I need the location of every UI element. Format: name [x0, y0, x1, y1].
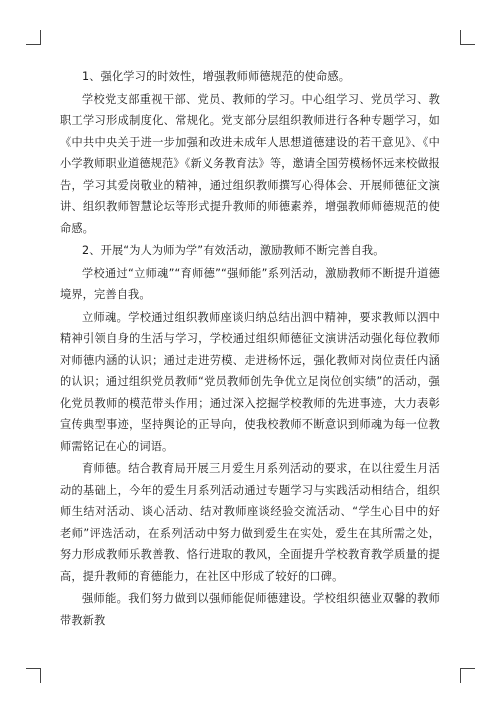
document-body [60, 66, 440, 631]
body-paragraph: 学校党支部重视干部、党员、教师的学习。中心组学习、党员学习、教职工学习形成制度化、常规化。党支部分层组织教师进行各种专题学习，如《中共中央关于进一步加强和改进未成年人思想道德建设的若干意见》、《中小学教师职业道德规范》《新义务教育法》等，邀请全国劳模杨怀远来校做报告，学习其爱岗敬业的精神，通过组织教师撰写心得体会、开展师德征文演讲、组织教师智慧论坛等形式提升教师的师德素养，增强教师师德规范的使命感。 [60, 92, 440, 235]
crop-mark-top-left [26, 30, 41, 45]
section-heading-2: 2、开展“为人为师为学”有效活动，激励教师不断完善自我。 [82, 244, 385, 257]
body-paragraph: 立师魂。学校通过组织教师座谈归纳总结出泗中精神，要求教师以泗中精神引领自身的生活与学习，学校通过组织师德征文演讲活动强化每位教师对师德内涵的认识；通过走进劳模、走进杨怀远，强化教师对岗位责任内涵的认识；通过组织党员教师“党员教师创先争优立足岗位创实绩”的活动，强化党员教师的模范带头作用；通过深入挖掘学校教师的先进事迹，大力表彰宣传典型事迹，坚持舆论的正导向，使我校教师不断意识到师魂为每一位教师需铭记在心的词语。 [60, 310, 440, 453]
section-heading-1: 1、强化学习的时效性，增强教师师德规范的使命感。 [82, 70, 351, 83]
crop-mark-bottom-left [26, 668, 41, 683]
crop-mark-top-right [460, 30, 475, 45]
crop-mark-bottom-right [460, 668, 475, 683]
body-paragraph: 育师德。结合教育局开展三月爱生月系列活动的要求，在以往爱生月活动的基础上，今年的爱生月系列活动通过专题学习与实践活动相结合，组织师生结对活动、谈心活动、结对教师座谈经验交流活动、“学生心目中的好老师”评选活动，在系列活动中努力做到爱生在实处，爱生在其所需之处，努力形成教师乐教善教、恪行进取的教风，全面提升学校教育教学质量的提高，提升教师的育德能力，在社区中形成了较好的口碑。 [60, 462, 440, 583]
body-paragraph: 学校通过“立师魂”“育师德”“强师能”系列活动，激励教师不断提升道德境界，完善自我。 [60, 266, 440, 301]
body-paragraph: 强师能。我们努力做到以强师能促师德建设。学校组织德业双馨的教师带教新教 [60, 592, 440, 627]
